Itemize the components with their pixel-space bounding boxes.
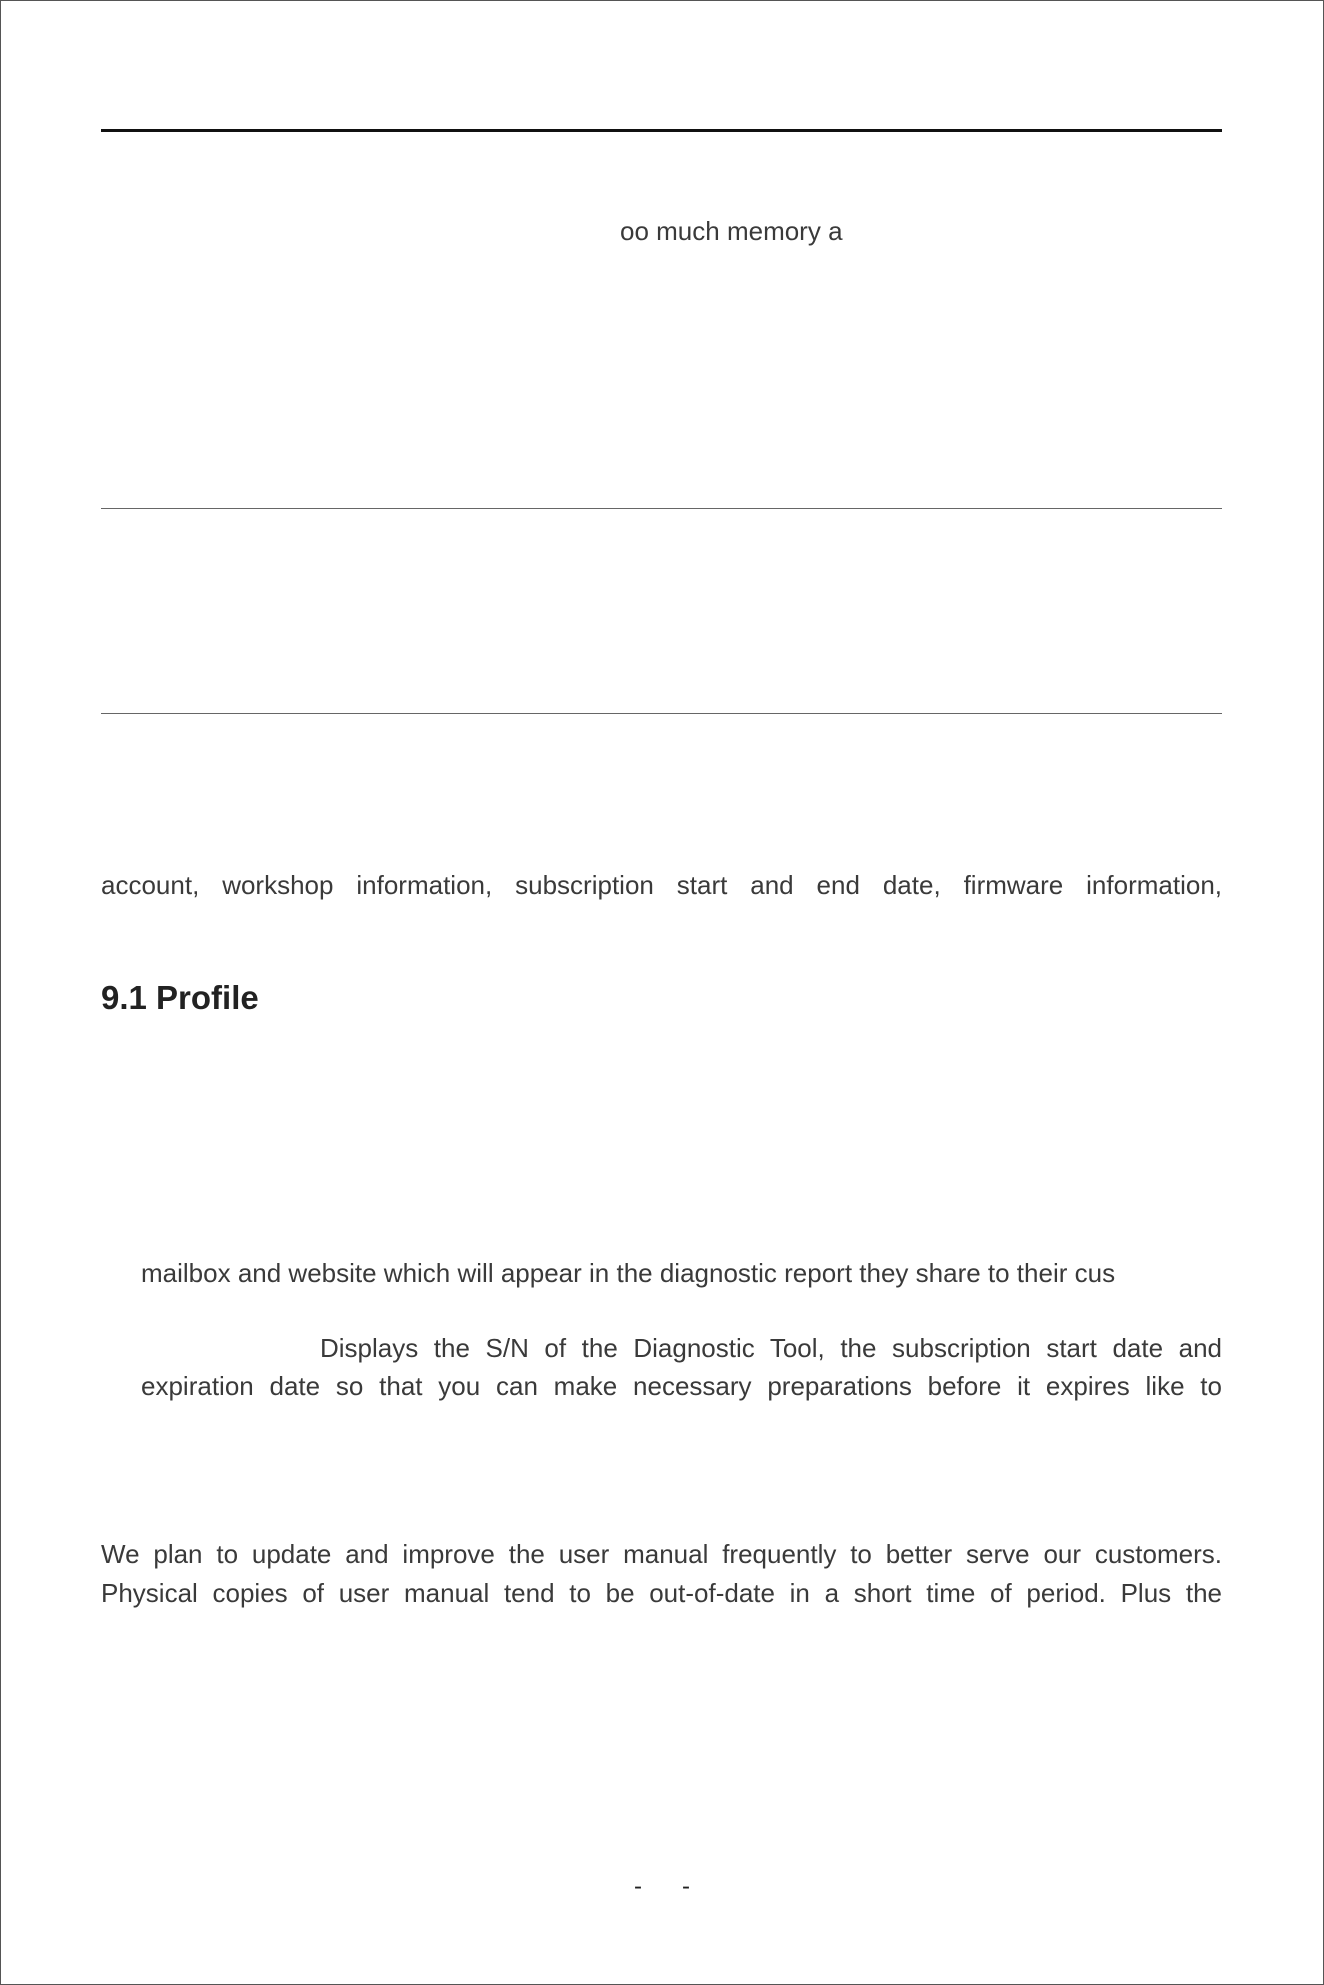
manual-para-line-2: Physical copies of user manual tend to be out-of-date in a short time of period. Plus the bbox=[101, 1578, 1222, 1608]
divider-rule-2 bbox=[101, 713, 1222, 714]
page-number: - - bbox=[634, 1873, 690, 1900]
header-rule bbox=[101, 129, 1222, 132]
profile-line-sn: Displays the S/N of the Diagnostic Tool, the subscription start date and bbox=[320, 1333, 1222, 1363]
profile-line-expiration: expiration date so that you can make necessary preparations before it expires like to bbox=[141, 1371, 1222, 1401]
text-fragment-top: oo much memory a bbox=[620, 216, 843, 246]
manual-para-line-1: We plan to update and improve the user manual frequently to better serve our customers. bbox=[101, 1539, 1222, 1569]
profile-line-mailbox: mailbox and website which will appear in the diagnostic report they share to their cus bbox=[141, 1258, 1116, 1288]
section-heading: 9.1 Profile bbox=[101, 979, 259, 1016]
divider-rule-1 bbox=[101, 508, 1222, 509]
intro-line: account, workshop information, subscription start and end date, firmware information, bbox=[101, 870, 1222, 900]
